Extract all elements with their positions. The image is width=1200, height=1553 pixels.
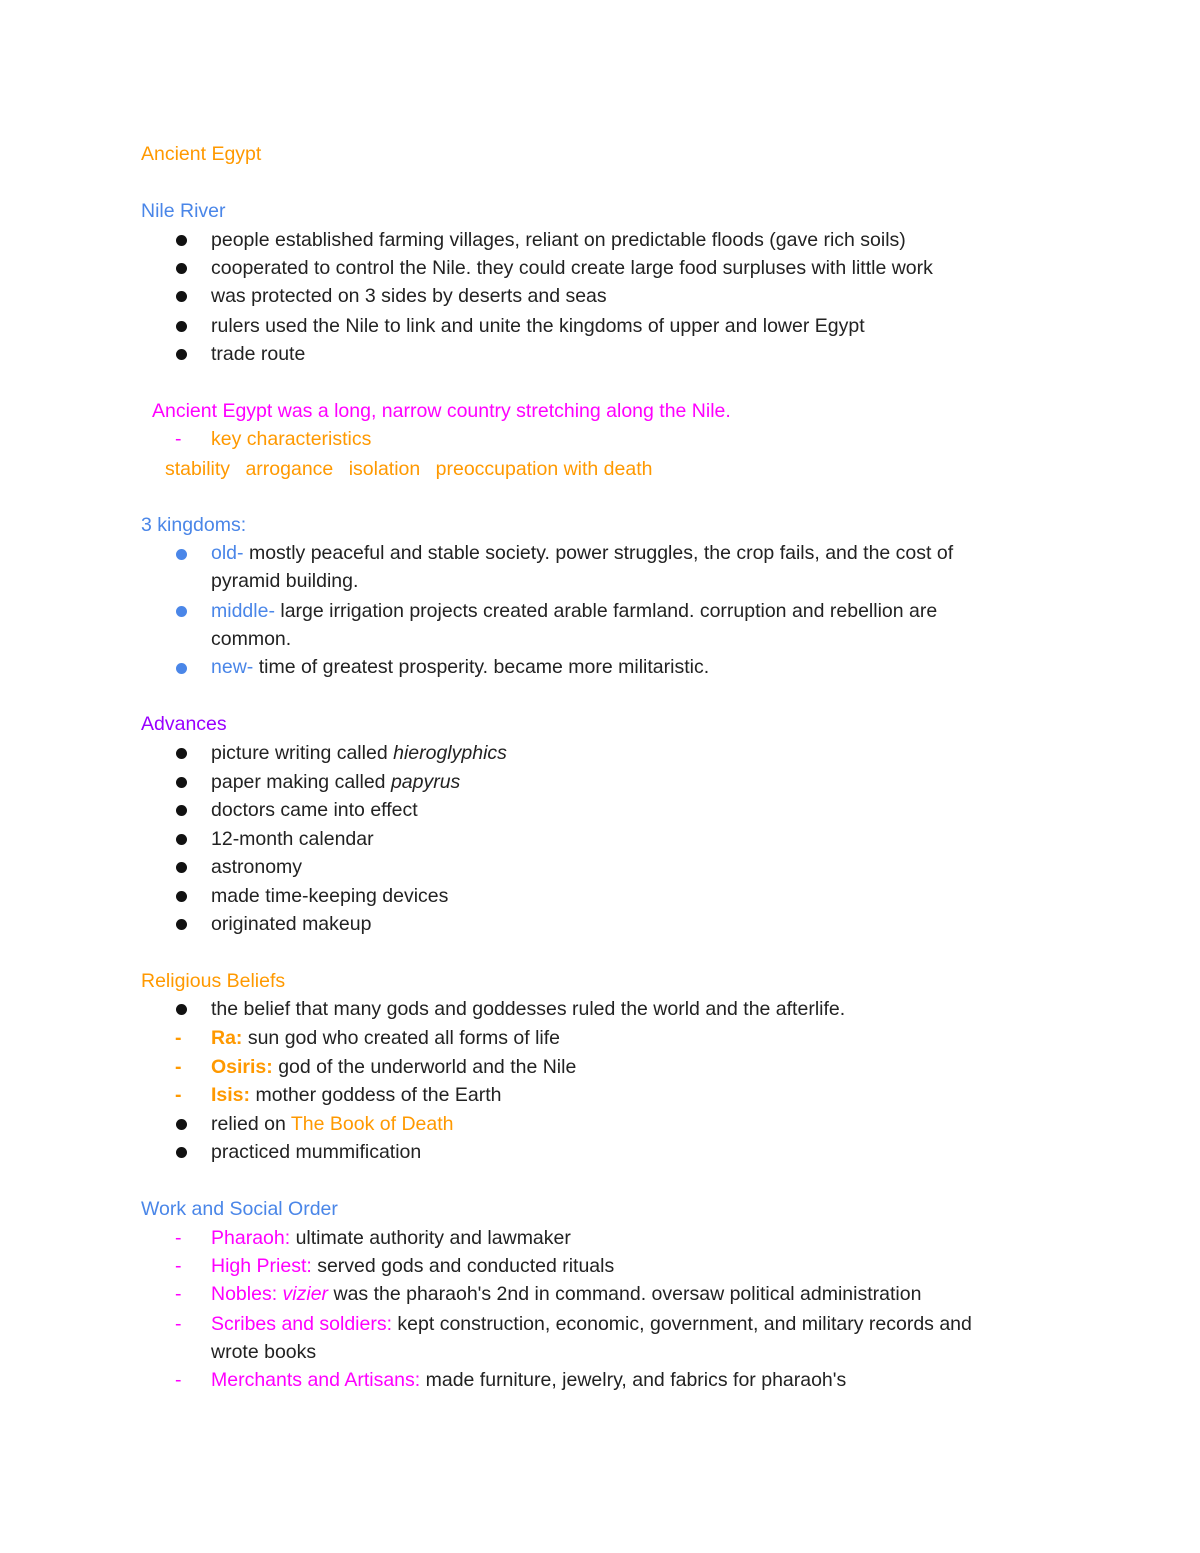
list-item-middle-kingdom [211,597,937,625]
list-item-new-kingdom [211,653,709,681]
list-item: rulers used the Nile to link and unite the kingdoms of upper and lower Egypt [211,315,865,337]
characteristic: preoccupation with death [435,458,653,480]
item-text: paper making called [211,771,391,793]
papyrus-term: papyrus [390,771,461,793]
role-name: Nobles: [211,1283,278,1305]
dash-marker: - [175,1313,182,1335]
bullet-icon [176,349,187,360]
dash-marker: - [175,1227,182,1249]
item-text: relied on [211,1113,291,1135]
god-desc: mother goddess of the Earth [250,1084,502,1106]
list-item-continuation: wrote books [211,1341,317,1363]
dash-marker: - [175,428,182,450]
kingdom-desc: time of greatest prosperity. became more militaristic. [253,656,710,678]
book-title: The Book of Death [290,1113,454,1135]
characteristic: arrogance [245,458,334,480]
role-name: Pharaoh: [211,1227,291,1249]
bullet-icon [176,263,187,274]
list-item [211,1110,453,1138]
nile-heading: Nile River [141,200,226,222]
social-heading: Work and Social Order [141,1198,338,1220]
role-item-nobles [211,1280,921,1308]
list-item: people established farming villages, reliant on predictable floods (gave rich soils) [211,229,906,251]
list-item: was protected on 3 sides by deserts and seas [211,285,607,307]
list-item-continuation: common. [211,628,292,650]
role-desc: made furniture, jewelry, and fabrics for pharaoh's [420,1369,847,1391]
dash-marker: - [175,1369,182,1391]
list-item: cooperated to control the Nile. they could create large food surpluses with little work [211,257,933,279]
advances-heading: Advances [141,713,227,735]
list-item: trade route [211,343,306,365]
dash-marker: - [175,1283,182,1305]
bullet-icon [176,919,187,930]
key-characteristics-label: key characteristics [211,428,372,450]
role-desc: served gods and conducted rituals [311,1255,615,1277]
religion-heading: Religious Beliefs [141,970,286,992]
vizier-term: vizier [282,1283,329,1305]
list-item: practiced mummification [211,1141,422,1163]
kingdom-desc: mostly peaceful and stable society. power struggles, the crop fails, and the cost of [243,542,954,564]
role-item-priest [211,1252,614,1280]
list-item: astronomy [211,856,303,878]
list-item-old-kingdom [211,539,953,567]
god-item-isis [211,1081,502,1109]
role-desc: kept construction, economic, government, and military records and [392,1313,972,1335]
list-item: doctors came into effect [211,799,418,821]
bullet-icon [176,777,187,788]
dash-marker: - [175,1084,182,1106]
characteristics-list [165,455,652,483]
bullet-icon [176,606,187,617]
characteristic: stability [165,458,231,480]
god-item-ra [211,1024,560,1052]
bullet-icon [176,235,187,246]
bullet-icon [176,1119,187,1130]
kingdom-label: old- [211,542,244,564]
bullet-icon [176,891,187,902]
bullet-icon [176,862,187,873]
dash-marker: - [175,1255,182,1277]
list-item: 12-month calendar [211,828,374,850]
bullet-icon [176,321,187,332]
bullet-icon [176,748,187,759]
god-desc: god of the underworld and the Nile [272,1056,577,1078]
bullet-icon [176,805,187,816]
bullet-icon [176,834,187,845]
role-item-pharaoh [211,1224,571,1252]
kingdom-label: middle- [211,600,275,622]
list-item: made time-keeping devices [211,885,449,907]
role-name: Merchants and Artisans: [211,1369,421,1391]
list-item [211,739,507,767]
dash-marker: - [175,1056,182,1078]
list-item: the belief that many gods and goddesses ruled the world and the afterlife. [211,998,846,1020]
god-name: Isis: [211,1084,251,1106]
list-item [211,768,460,796]
bullet-icon [176,1147,187,1158]
role-desc: was the pharaoh's 2nd in command. oversaw political administration [328,1283,922,1305]
role-name: High Priest: [211,1255,312,1277]
role-desc: ultimate authority and lawmaker [290,1227,571,1249]
kingdom-desc: large irrigation projects created arable farmland. corruption and rebellion are [274,600,938,622]
bullet-icon [176,549,187,560]
summary-statement: Ancient Egypt was a long, narrow country stretching along the Nile. [152,400,731,422]
list-item-continuation: pyramid building. [211,570,359,592]
page-title: Ancient Egypt [141,143,262,165]
god-item-osiris [211,1053,576,1081]
kingdoms-heading: 3 kingdoms: [141,514,247,536]
dash-marker: - [175,1027,182,1049]
bullet-icon [176,1004,187,1015]
god-desc: sun god who created all forms of life [242,1027,561,1049]
hieroglyphics-term: hieroglyphics [393,742,507,764]
bullet-icon [176,291,187,302]
kingdom-label: new- [211,656,254,678]
list-item: originated makeup [211,913,372,935]
role-name: Scribes and soldiers: [211,1313,393,1335]
characteristic: isolation [348,458,421,480]
bullet-icon [176,663,187,674]
item-text: picture writing called [211,742,394,764]
role-item-scribes [211,1310,972,1338]
role-item-merchants [211,1366,846,1394]
god-name: Ra: [211,1027,243,1049]
god-name: Osiris: [211,1056,273,1078]
